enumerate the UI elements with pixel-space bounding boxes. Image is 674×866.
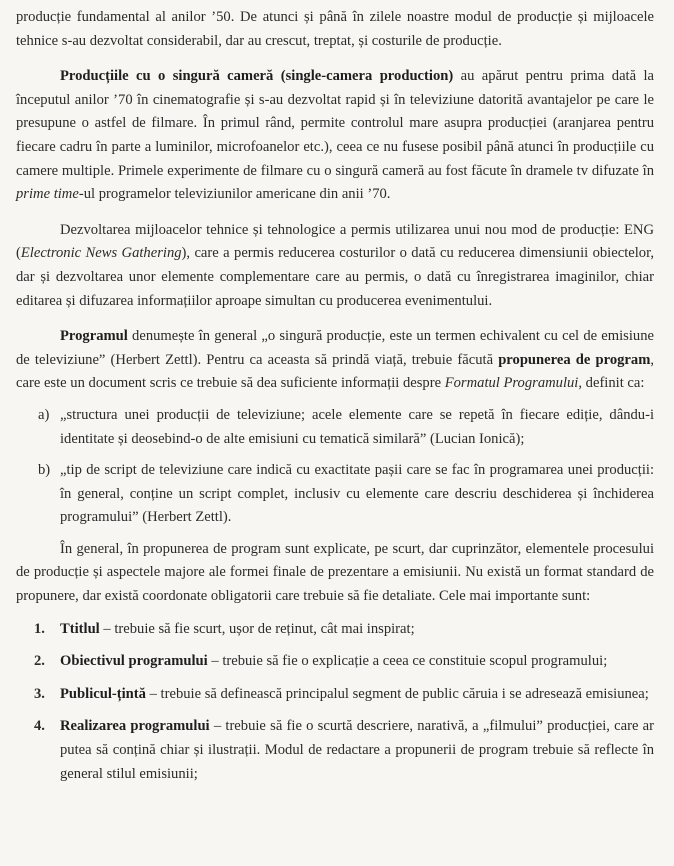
list-number: 3. xyxy=(34,685,45,702)
definition-text: „tip de script de televiziune care indică cu exactitate pașii care se fac în programarea unei producții: în general, conține un script complet, inclusiv cu elemente care descriu deschiderea și închiderea programului” (Herbert Zettl). xyxy=(60,462,654,526)
definition-text: „structura unei producții de televiziune; acele elemente care se repetă în fiecare ediție, dându-i identitate și deosebind-o de alte emisiuni cu tematică similară” (Lucian Ionică); xyxy=(60,406,654,447)
paragraph-production-history: producție fundamental al anilor ’50. De atunci și până în zilele noastre modul de producție și mijloacele tehnice s-au dezvoltat considerabil, dar au crescut, treptat, și costurile de producție. xyxy=(16,9,654,49)
list-item-text: – trebuie să definească principalul segment de public căruia i se adresează emisiunea; xyxy=(145,685,649,702)
list-item-text: – trebuie să fie scurt, ușor de reținut, cât mai inspirat; xyxy=(99,620,415,637)
list-item-term: Obiectivul programului xyxy=(60,653,208,670)
paragraph-program xyxy=(16,325,654,396)
paragraph-proposal-elements: În general, în propunerea de program sunt explicate, pe scurt, dar cuprinzător, elementele procesului de producție și aspectele majore ale formei finale de prezentare a emisiunii. Nu există un format standard de propunere, dar există coordonate obligatorii care trebuie să fie detaliate. Cele mai importante sunt: xyxy=(16,540,654,605)
term-prime-time: prime time xyxy=(16,186,79,203)
paragraph-eng xyxy=(16,219,654,313)
text-program-c: , definit ca: xyxy=(578,375,645,392)
list-item-term: Publicul-țintă xyxy=(60,685,146,702)
list-item xyxy=(16,683,654,707)
list-item xyxy=(16,650,654,674)
list-item xyxy=(16,618,654,642)
text-program-b: , care este un document scris ce trebuie să dea suficiente informații despre xyxy=(16,351,655,392)
definition-item xyxy=(16,404,654,451)
list-number: 1. xyxy=(34,620,45,637)
term-program: Programul xyxy=(60,328,128,345)
list-number: 4. xyxy=(34,718,45,735)
text-single-camera-a: au apărut pentru prima dată la începutul anilor ’70 în cinematografie și s-au dezvoltat rapid și în televiziune datorită avantajelor pe care le presupune o astfel de filmare. În primul rând, permite controlul mare asupra producției (aranjarea pentru fiecare cadru în parte a luminilor, microfoanelor etc.), ceea ce nu fusese posibil până atunci în producțiile cu camere multiple. Primele experimente de filmare cu o singură cameră au fost făcute în dramele tv difuzate în xyxy=(16,68,654,179)
list-marker: b) xyxy=(38,462,51,479)
list-item-term: Ttitlul xyxy=(60,620,100,637)
paragraph-single-camera xyxy=(16,65,654,207)
list-item-text: – trebuie să fie o scurtă descriere, narativă, a „filmului” producției, care ar putea să conțină chiar și ilustrații. Modul de redactare a propunerii de program trebuie să reflecte în general stilul emisiunii; xyxy=(60,718,654,782)
text-single-camera-b: -ul programelor televiziunilor americane din anii ’70. xyxy=(78,186,391,203)
definition-item xyxy=(16,459,654,530)
term-program-format: Formatul Programului xyxy=(444,375,579,392)
term-eng: Electronic News Gathering xyxy=(20,245,182,262)
list-number: 2. xyxy=(34,653,45,670)
list-item-term: Realizarea programului xyxy=(60,718,210,735)
list-item-text: – trebuie să fie o explicație a ceea ce constituie scopul programului; xyxy=(207,653,608,670)
text-program-a: denumește în general „o singură producție, este un termen echivalent cu cel de emisiune de televiziune” (Herbert Zettl). Pentru ca aceasta să prindă viață, trebuie făcută xyxy=(16,328,654,368)
term-program-proposal: propunerea de program xyxy=(498,351,651,368)
list-marker: a) xyxy=(38,406,50,423)
text-eng-b: ), care a permis reducerea costurilor o dată cu reducerea dimensiunii obiectelor, dar și dezvoltarea unor elemente complementare care au permis, o dată cu înregistrarea imaginilor, chiar editarea și difuzarea informațiilor aproape simultan cu producerea evenimentului. xyxy=(16,245,655,309)
term-single-camera: Producțiile cu o singură cameră (single-camera production) xyxy=(60,68,454,85)
text-eng-a: Dezvoltarea mijloacelor tehnice și tehnologice a permis utilizarea unui nou mod de producție: ENG ( xyxy=(16,221,654,262)
list-item xyxy=(16,715,654,786)
